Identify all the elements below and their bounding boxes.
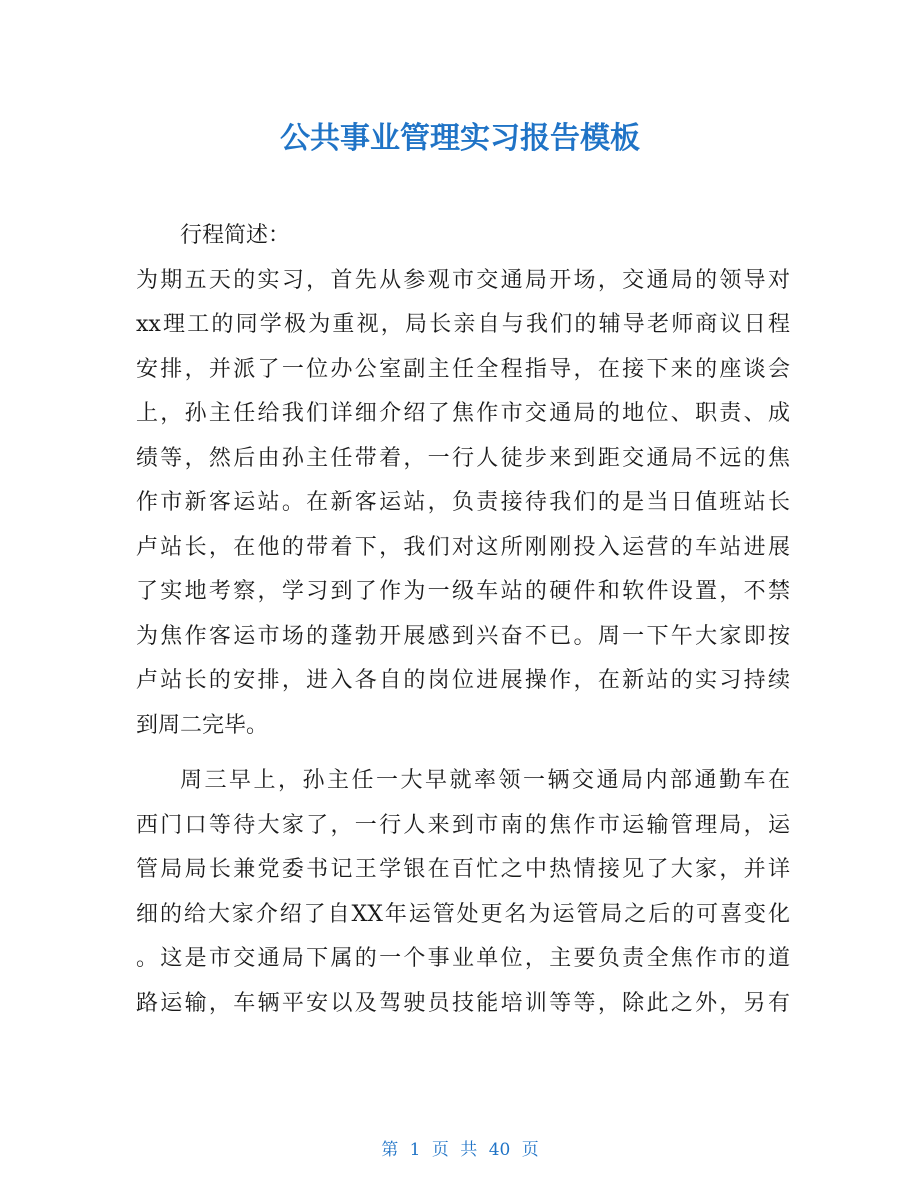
paragraph-1	[136, 259, 790, 749]
page-footer: 第 1 页 共 40 页	[381, 1140, 539, 1160]
paragraph-line: 为焦作客运市场的蓬勃开展感到兴奋不已。周一下午大家即按	[136, 623, 790, 649]
paragraph-line: 为期五天的实习，首先从参观市交通局开场，交通局的领导对	[136, 267, 790, 293]
paragraph-line: 作市新客运站。在新客运站，负责接待我们的是当日值班站长	[136, 490, 790, 515]
paragraph-line: 卢站长，在他的带着下，我们对这所刚刚投入运营的车站进展	[136, 534, 790, 560]
paragraph-line: 安排，并派了一位办公室副主任全程指导，在接下来的座谈会	[136, 356, 790, 382]
paragraph-line: 。这是市交通局下属的一个事业单位，主要负责全焦作市的道	[136, 946, 790, 971]
paragraph-line: 周三早上，孙主任一大早就率领一辆交通局内部通勤车在	[180, 768, 790, 793]
paragraph-2	[136, 759, 790, 1026]
section-heading: 行程简述：	[180, 223, 291, 248]
paragraph-line: 了实地考察，学习到了作为一级车站的硬件和软件设置，不禁	[136, 579, 790, 604]
paragraph-line: 到周二完毕。	[136, 712, 269, 738]
paragraph-line: xx理工的同学极为重视，局长亲自与我们的辅导老师商议日程	[136, 312, 790, 337]
paragraph-line: 细的给大家介绍了自XX年运管处更名为运管局之后的可喜变化	[136, 901, 790, 927]
paragraph-line: 路运输，车辆平安以及驾驶员技能培训等等，除此之外，另有	[136, 990, 790, 1016]
paragraph-line: 上，孙主任给我们详细介绍了焦作市交通局的地位、职责、成	[136, 401, 790, 426]
paragraph-gap	[136, 748, 790, 759]
paragraph-line: 卢站长的安排，进入各自的岗位进展操作，在新站的实习持续	[136, 668, 790, 693]
document-title: 公共事业管理实习报告模板	[280, 121, 640, 156]
paragraph-line: 西门口等待大家了，一行人来到市南的焦作市运输管理局，运	[136, 812, 790, 838]
paragraph-line: 管局局长兼党委书记王学银在百忙之中热情接见了大家，并详	[136, 857, 790, 882]
paragraph-line: 绩等，然后由孙主任带着，一行人徒步来到距交通局不远的焦	[136, 445, 790, 471]
document-body	[136, 214, 790, 1026]
